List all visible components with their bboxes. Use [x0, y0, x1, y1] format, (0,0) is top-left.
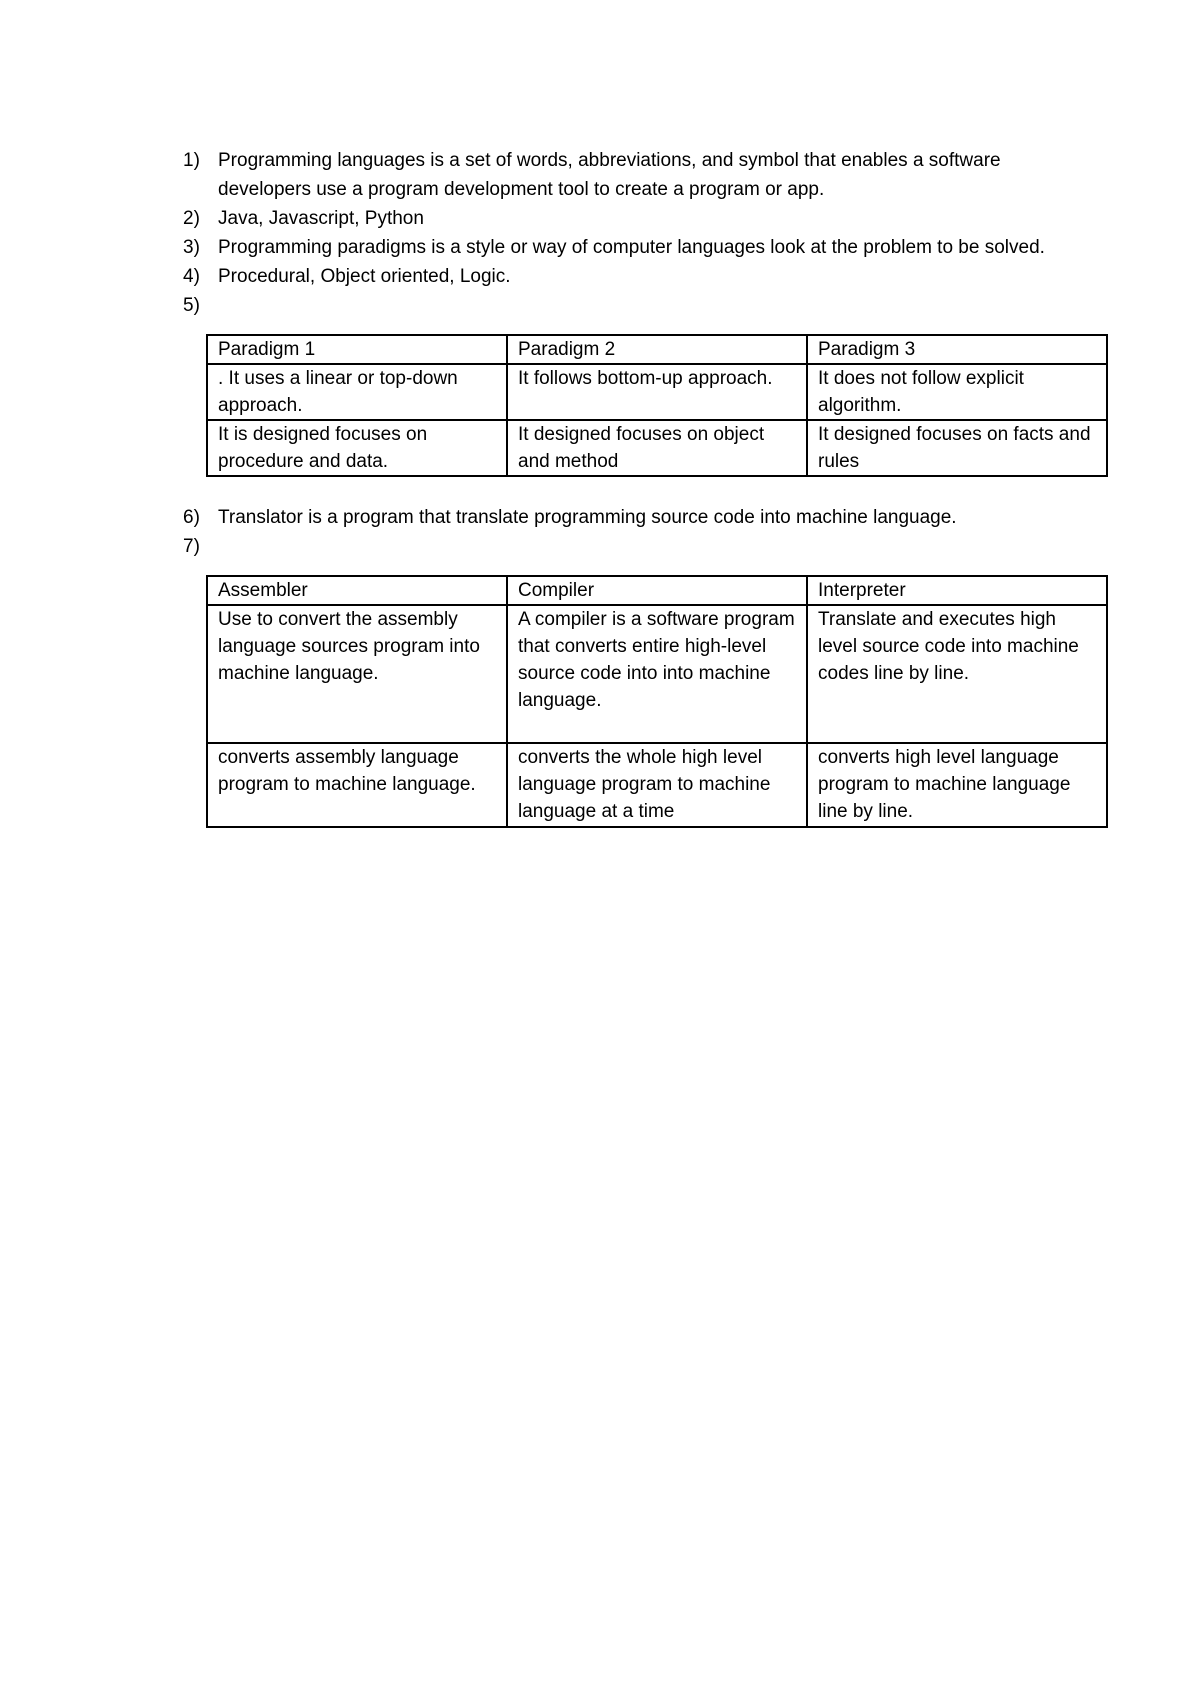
- list-number: 2): [183, 208, 200, 229]
- table-cell: It designed focuses on object and method: [507, 420, 807, 476]
- list-text: Procedural, Object oriented, Logic.: [218, 266, 511, 287]
- table-cell: Use to convert the assembly language sources program into machine language.: [207, 605, 507, 743]
- list-item-3: [183, 233, 1053, 262]
- table-cell: It is designed focuses on procedure and data.: [207, 420, 507, 476]
- table-cell: It follows bottom-up approach.: [507, 364, 807, 420]
- table-header-row: [207, 576, 1107, 605]
- list-number: 4): [183, 266, 200, 287]
- list-item-4: [183, 262, 1053, 291]
- table-header-row: [207, 335, 1107, 364]
- list-item-7: [183, 532, 1053, 561]
- list-item-2: [183, 204, 1053, 233]
- table-cell: A compiler is a software program that converts entire high-level source code into into machine language.: [507, 605, 807, 743]
- table-cell: converts high level language program to machine language line by line.: [807, 743, 1107, 827]
- list-item-6: [183, 503, 1053, 532]
- table-row: [207, 743, 1107, 827]
- table-cell: It designed focuses on facts and rules: [807, 420, 1107, 476]
- document-content: [183, 146, 1091, 828]
- table-header-cell: Compiler: [507, 576, 807, 605]
- table-cell: . It uses a linear or top-down approach.: [207, 364, 507, 420]
- paradigms-table: [206, 334, 1108, 477]
- list-item-1: [183, 146, 1053, 204]
- table-row: [207, 420, 1107, 476]
- table-header-cell: Paradigm 1: [207, 335, 507, 364]
- table-header-cell: Interpreter: [807, 576, 1107, 605]
- table-row: [207, 605, 1107, 743]
- list-text: Programming paradigms is a style or way of computer languages look at the problem to be solved.: [218, 237, 1045, 258]
- list-number: 3): [183, 237, 200, 258]
- table-header-cell: Paradigm 2: [507, 335, 807, 364]
- list-text: Java, Javascript, Python: [218, 208, 424, 229]
- list-number: 1): [183, 150, 200, 171]
- table-header-cell: Paradigm 3: [807, 335, 1107, 364]
- table-cell: converts assembly language program to machine language.: [207, 743, 507, 827]
- list-text: Programming languages is a set of words, abbreviations, and symbol that enables a software developers use a program development tool to create a program or app.: [218, 150, 1001, 200]
- list-number: 6): [183, 507, 200, 528]
- translators-table: [206, 575, 1108, 828]
- table-row: [207, 364, 1107, 420]
- list-number: 5): [183, 295, 200, 316]
- list-text: Translator is a program that translate programming source code into machine language.: [218, 507, 957, 528]
- list-item-5: [183, 291, 1053, 320]
- table-header-cell: Assembler: [207, 576, 507, 605]
- table-cell: It does not follow explicit algorithm.: [807, 364, 1107, 420]
- list-number: 7): [183, 536, 200, 557]
- table-cell: converts the whole high level language program to machine language at a time: [507, 743, 807, 827]
- table-cell: Translate and executes high level source code into machine codes line by line.: [807, 605, 1107, 743]
